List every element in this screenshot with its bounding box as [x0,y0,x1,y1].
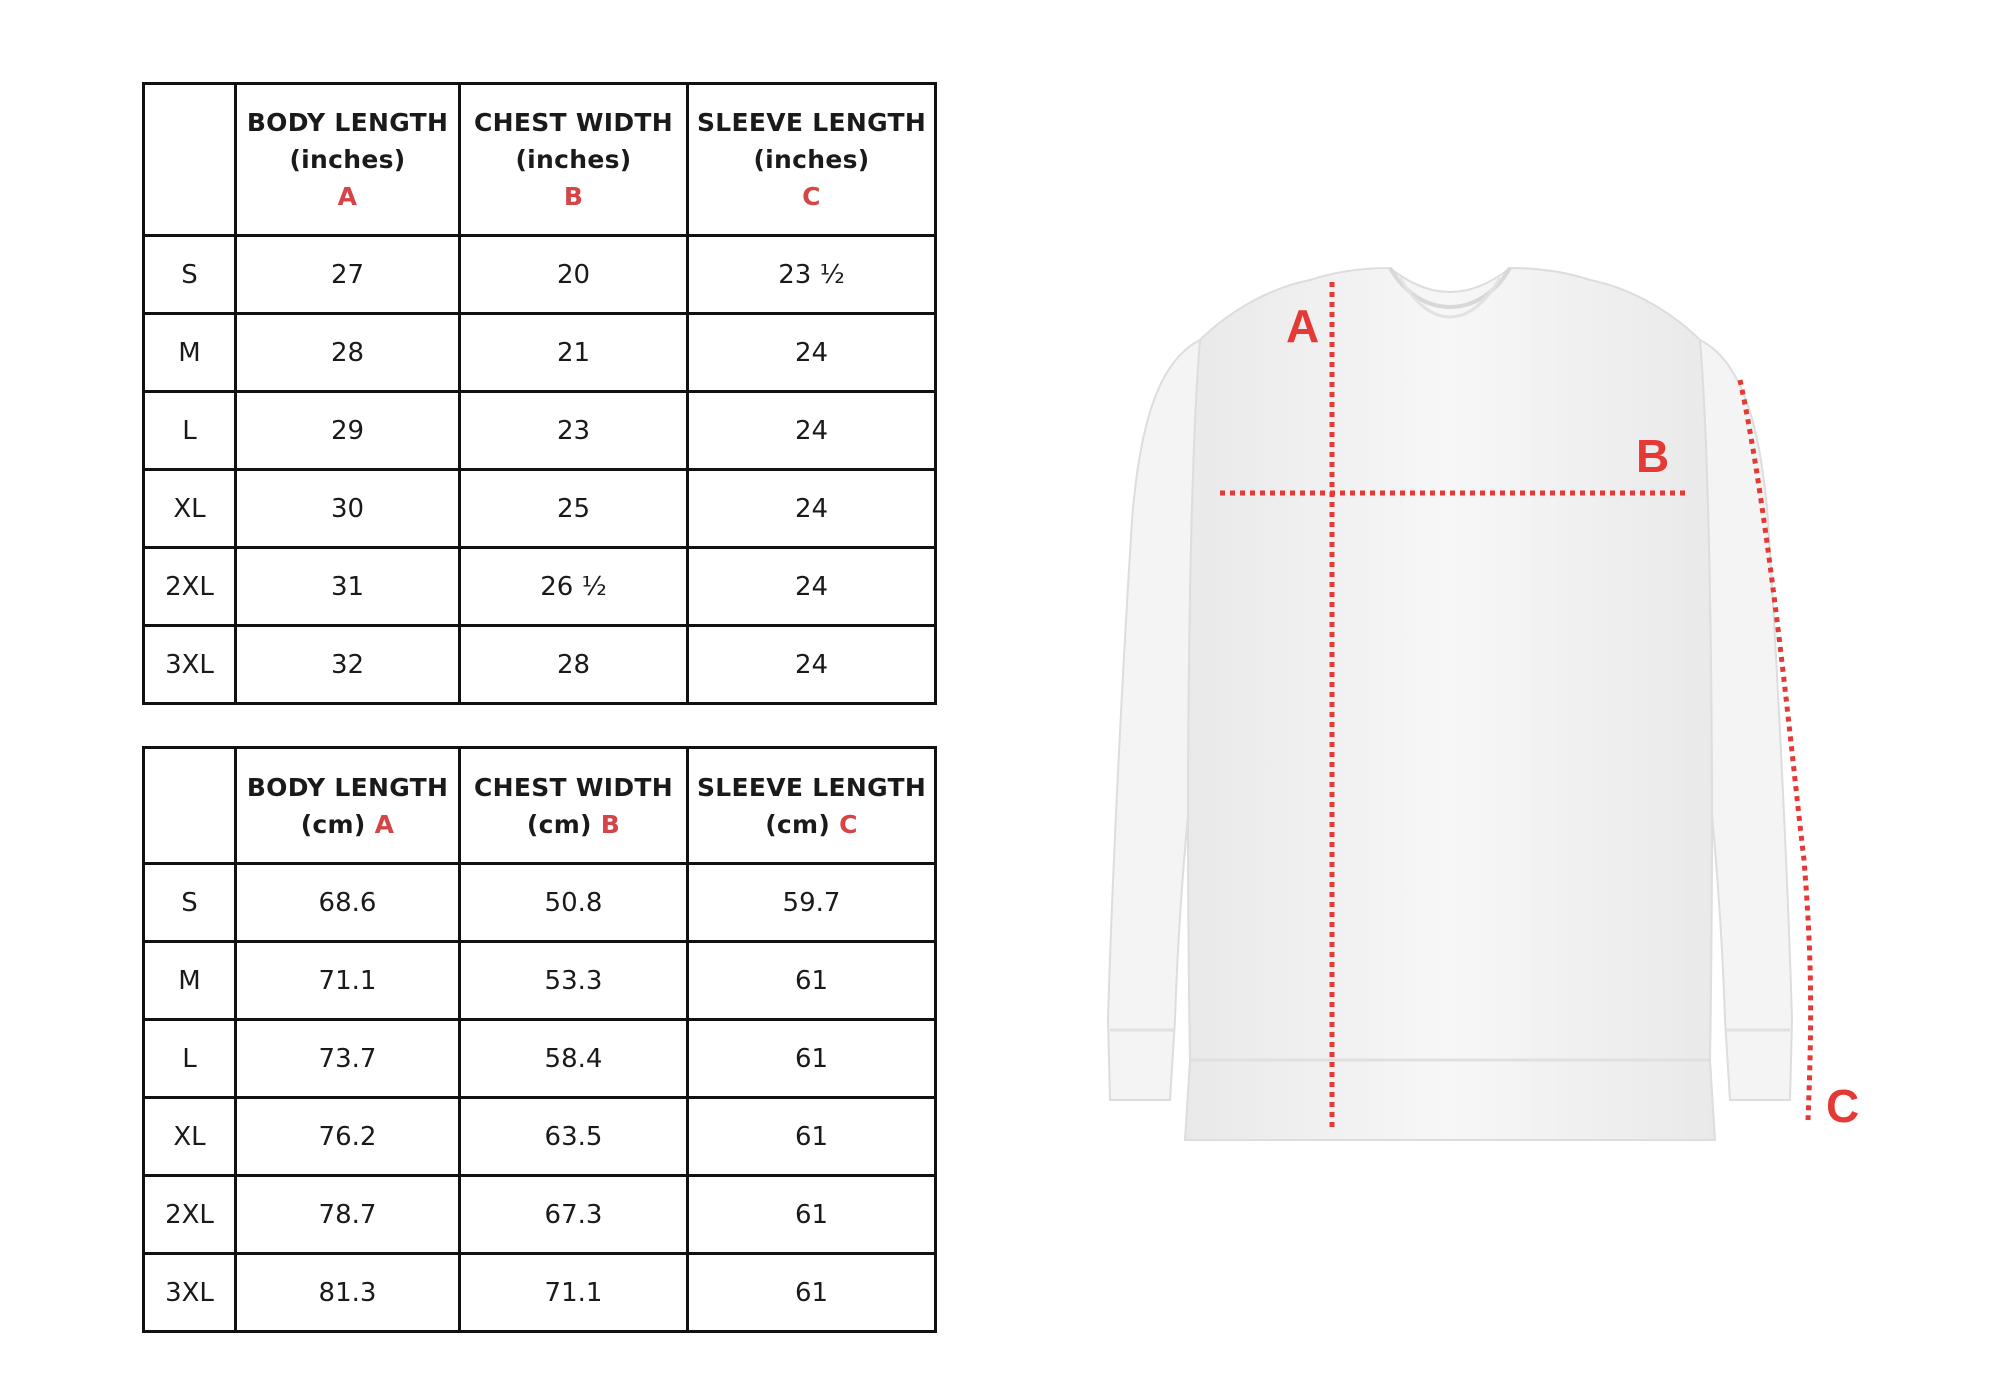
header-sleeve-length [688,748,936,864]
cell-size: M [144,314,236,392]
cell-sleeve-length: 61 [688,1176,936,1254]
table-header-row [144,84,936,236]
header-title: SLEEVE LENGTH [696,772,927,802]
cell-body-length: 78.7 [236,1176,460,1254]
cell-body-length: 81.3 [236,1254,460,1332]
cell-body-length: 28 [236,314,460,392]
cell-size: XL [144,470,236,548]
cell-chest-width: 71.1 [460,1254,688,1332]
header-chest-width [460,748,688,864]
cell-sleeve-length: 23 ½ [688,236,936,314]
header-letter: B [563,182,584,211]
table-row [144,1254,936,1332]
header-unit: (inches) [753,145,870,174]
table-row [144,942,936,1020]
cell-chest-width: 50.8 [460,864,688,942]
cell-chest-width: 63.5 [460,1098,688,1176]
header-title: BODY LENGTH [246,772,449,802]
table-row [144,864,936,942]
table-row [144,1098,936,1176]
table-row [144,548,936,626]
cell-chest-width: 23 [460,392,688,470]
label-b: B [1636,430,1670,482]
cell-sleeve-length: 24 [688,392,936,470]
table-row [144,392,936,470]
table-row [144,1020,936,1098]
table-row [144,314,936,392]
header-size [144,748,236,864]
header-unit: (cm) [526,809,592,839]
cell-size: 2XL [144,548,236,626]
cell-chest-width: 53.3 [460,942,688,1020]
cell-chest-width: 26 ½ [460,548,688,626]
header-unit: (inches) [515,145,632,174]
header-unit-line [461,806,686,843]
table-header-row [144,748,936,864]
table-row [144,1176,936,1254]
cell-chest-width: 67.3 [460,1176,688,1254]
cell-sleeve-length: 24 [688,626,936,704]
size-chart-cm-table [142,746,937,1333]
cell-body-length: 31 [236,548,460,626]
cell-size: 3XL [144,1254,236,1332]
cell-body-length: 71.1 [236,942,460,1020]
cell-sleeve-length: 61 [688,1098,936,1176]
size-chart-inches-table [142,82,937,705]
header-title: SLEEVE LENGTH [696,108,927,137]
cell-size: L [144,1020,236,1098]
cell-sleeve-length: 24 [688,314,936,392]
cell-size: M [144,942,236,1020]
cell-sleeve-length: 61 [688,1020,936,1098]
header-unit: (inches) [289,145,406,174]
cell-chest-width: 28 [460,626,688,704]
cell-body-length: 30 [236,470,460,548]
cell-chest-width: 20 [460,236,688,314]
cell-size: 2XL [144,1176,236,1254]
header-letter: B [600,809,621,839]
header-title: CHEST WIDTH [473,772,673,802]
cell-body-length: 68.6 [236,864,460,942]
cell-body-length: 29 [236,392,460,470]
table-row [144,626,936,704]
sweatshirt-measurement-diagram [1080,260,1900,1160]
cell-sleeve-length: 24 [688,548,936,626]
cell-body-length: 76.2 [236,1098,460,1176]
cell-body-length: 32 [236,626,460,704]
header-letter: C [839,809,858,839]
header-title: CHEST WIDTH [473,108,673,137]
cell-sleeve-length: 61 [688,1254,936,1332]
cell-sleeve-length: 61 [688,942,936,1020]
table-row [144,470,936,548]
cell-body-length: 27 [236,236,460,314]
header-body-length [236,748,460,864]
header-unit-line [237,806,458,843]
cell-body-length: 73.7 [236,1020,460,1098]
cell-size: XL [144,1098,236,1176]
cell-chest-width: 58.4 [460,1020,688,1098]
cell-chest-width: 21 [460,314,688,392]
header-chest-width [460,84,688,236]
header-size [144,84,236,236]
cell-sleeve-length: 24 [688,470,936,548]
label-a: A [1286,300,1320,352]
label-c: C [1826,1080,1860,1132]
cell-chest-width: 25 [460,470,688,548]
header-letter: A [337,182,358,211]
cell-size: S [144,864,236,942]
header-sleeve-length [688,84,936,236]
header-letter: A [374,809,395,839]
cell-sleeve-length: 59.7 [688,864,936,942]
cell-size: 3XL [144,626,236,704]
cell-size: L [144,392,236,470]
header-title: BODY LENGTH [246,108,449,137]
header-unit: (cm) [300,809,366,839]
garment-body [1185,268,1715,1140]
header-letter: C [802,182,821,211]
cell-size: S [144,236,236,314]
header-body-length [236,84,460,236]
header-unit-line [689,806,934,843]
header-unit: (cm) [765,809,831,839]
table-row [144,236,936,314]
